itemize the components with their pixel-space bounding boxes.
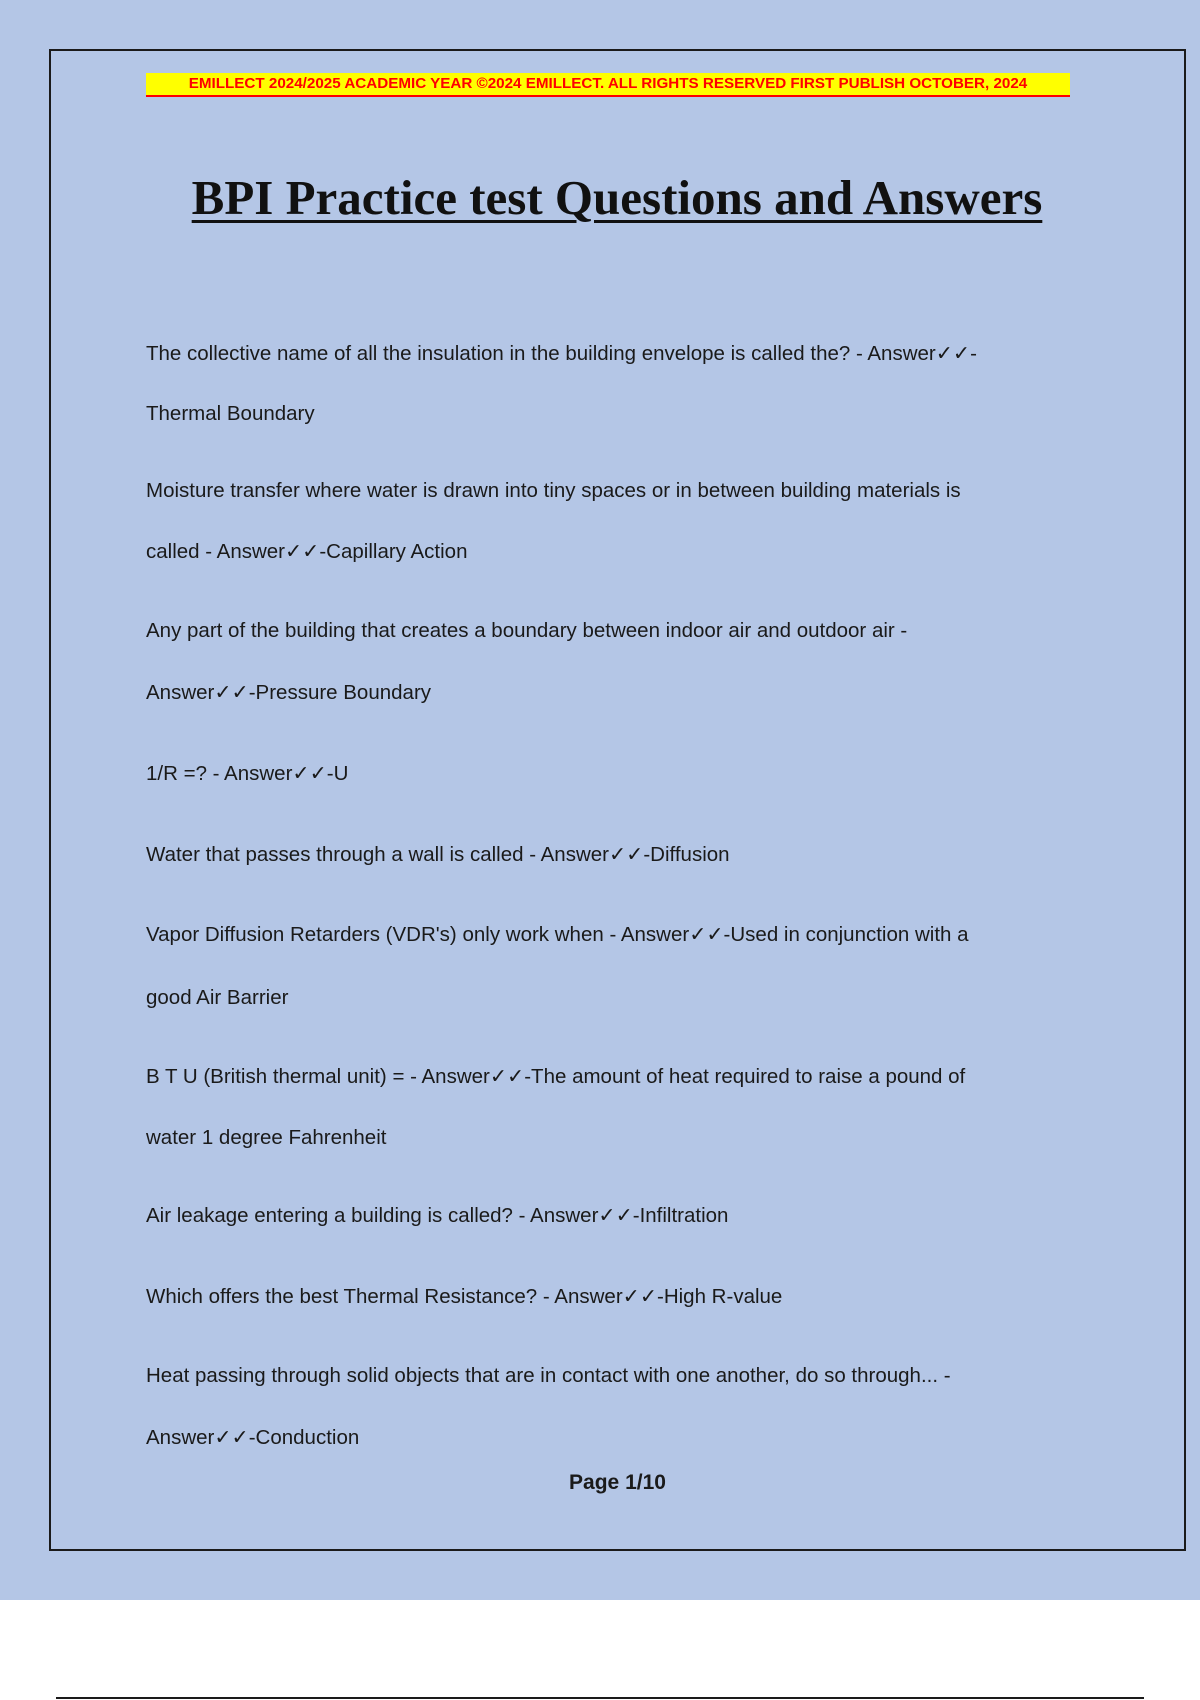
qa-item-9-line-1: Which offers the best Thermal Resistance? - Answer✓✓-High R-value [146, 1285, 783, 1308]
qa-item-1-line-2: Thermal Boundary [146, 402, 315, 425]
qa-item-7-line-1: B T U (British thermal unit) = - Answer✓✓-The amount of heat required to raise a pound of [146, 1065, 966, 1088]
qa-item-10-line-1: Heat passing through solid objects that are in contact with one another, do so through... - [146, 1364, 951, 1387]
qa-item-7-line-2: water 1 degree Fahrenheit [146, 1126, 387, 1149]
qa-item-4-line-1: 1/R =? - Answer✓✓-U [146, 762, 349, 785]
copyright-banner: EMILLECT 2024/2025 ACADEMIC YEAR ©2024 EMILLECT. ALL RIGHTS RESERVED FIRST PUBLISH OCTOBER, 2024 [146, 73, 1070, 97]
qa-item-6-line-1: Vapor Diffusion Retarders (VDR's) only work when - Answer✓✓-Used in conjunction with a [146, 923, 969, 946]
qa-item-8-line-1: Air leakage entering a building is called? - Answer✓✓-Infiltration [146, 1204, 729, 1227]
document-title: BPI Practice test Questions and Answers [191, 170, 1043, 225]
qa-item-6-line-2: good Air Barrier [146, 986, 289, 1009]
qa-item-10-line-2: Answer✓✓-Conduction [146, 1426, 360, 1449]
qa-item-3-line-2: Answer✓✓-Pressure Boundary [146, 681, 432, 704]
page-border [49, 49, 1186, 1551]
qa-item-5-line-1: Water that passes through a wall is called - Answer✓✓-Diffusion [146, 843, 730, 866]
footer-divider [56, 1697, 1144, 1699]
qa-item-1-line-1: The collective name of all the insulation in the building envelope is called the? - Answer✓✓- [146, 342, 977, 365]
page-number: Page 1/10 [569, 1471, 666, 1494]
qa-item-2-line-1: Moisture transfer where water is drawn into tiny spaces or in between building materials is [146, 479, 961, 502]
qa-item-3-line-1: Any part of the building that creates a boundary between indoor air and outdoor air - [146, 619, 908, 642]
qa-item-2-line-2: called - Answer✓✓-Capillary Action [146, 540, 468, 563]
